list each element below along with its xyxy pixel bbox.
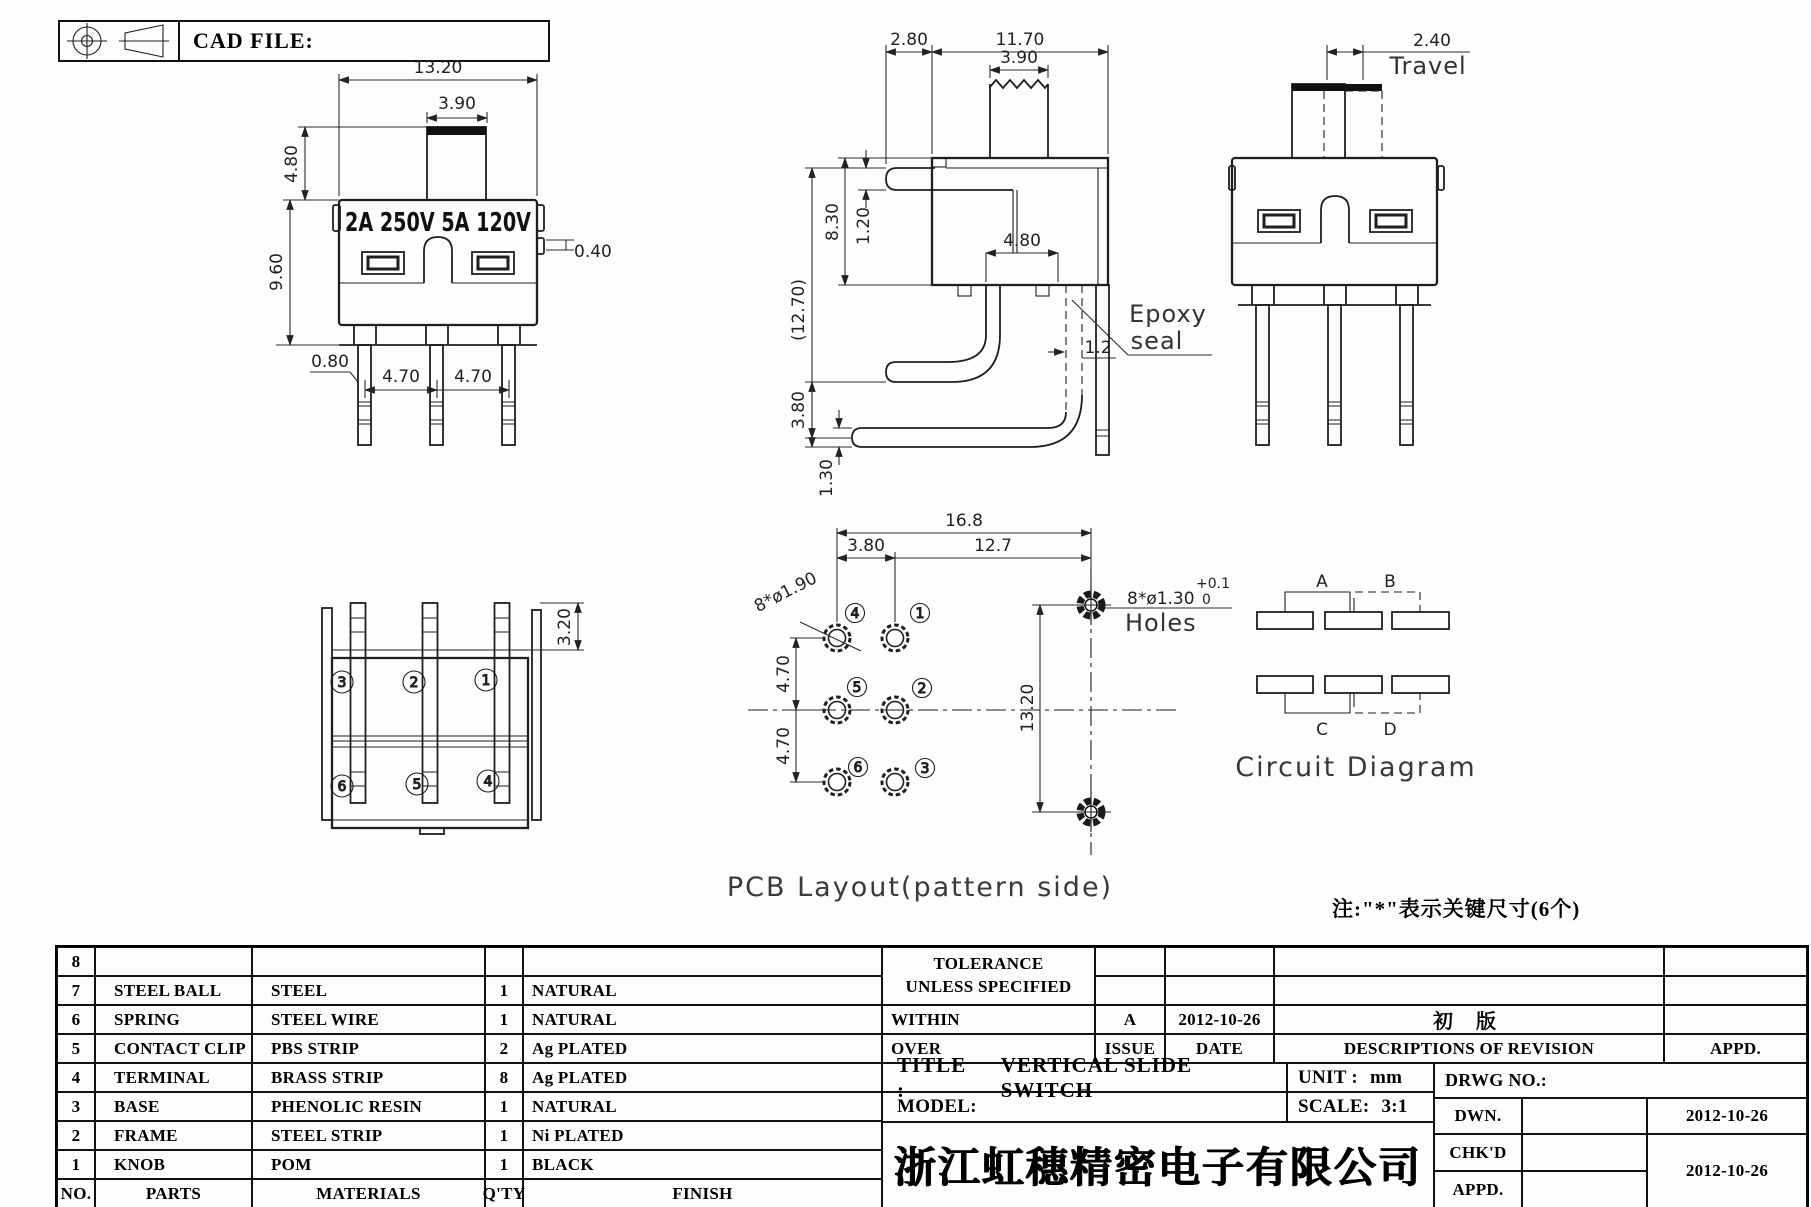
part-finish: BLACK xyxy=(523,1150,882,1179)
dim-pin-pitch-right: 4.70 xyxy=(454,367,492,387)
drawing-title xyxy=(882,1052,1287,1102)
front-view xyxy=(267,58,612,445)
title-label: TITLE : xyxy=(897,1052,967,1102)
part-qty: 1 xyxy=(485,1150,523,1179)
unit-cell xyxy=(1287,1063,1434,1092)
part-name xyxy=(95,947,252,976)
tolerance-header xyxy=(882,947,1095,1005)
mount-holes-label: 8*ø1.30 xyxy=(1127,589,1195,609)
part-name: TERMINAL xyxy=(95,1063,252,1092)
terminal-2: 2 xyxy=(409,675,419,691)
pcb-layout xyxy=(727,511,1232,903)
part-finish: Ni PLATED xyxy=(523,1121,882,1150)
circuit-pos-d: D xyxy=(1383,720,1397,740)
part-finish: NATURAL xyxy=(523,1005,882,1034)
unit-value: mm xyxy=(1370,1066,1403,1088)
dim-mount-pitch: 13.20 xyxy=(1018,683,1038,733)
circuit-pos-b: B xyxy=(1384,572,1396,592)
tolerance-over: OVER xyxy=(882,1034,1095,1063)
chkd-signature-cell xyxy=(1522,1134,1647,1171)
part-qty: 1 xyxy=(485,1121,523,1150)
pad-4: 4 xyxy=(850,606,860,622)
part-qty: 1 xyxy=(485,1005,523,1034)
travel-label: Travel xyxy=(1389,52,1467,80)
tolerance-line1: TOLERANCE xyxy=(933,954,1044,974)
cad-file-label: CAD FILE: xyxy=(193,28,314,53)
rating-marking: 2A 250V 5A 120V xyxy=(345,208,531,238)
pad-6: 6 xyxy=(853,760,863,776)
part-material: PHENOLIC RESIN xyxy=(252,1092,485,1121)
col-header-qty: Q'TY xyxy=(485,1179,523,1207)
chkd-appd-date: 2012-10-26 xyxy=(1647,1134,1807,1207)
terminal-6: 6 xyxy=(337,779,347,795)
part-material: PBS STRIP xyxy=(252,1034,485,1063)
dim-knob-width-side: 3.90 xyxy=(1000,48,1038,68)
title-value: VERTICAL SLIDE SWITCH xyxy=(1000,1052,1193,1102)
terminal-numbers xyxy=(331,669,499,797)
holes-label: Holes xyxy=(1125,609,1197,637)
unit-label: UNIT : xyxy=(1298,1066,1359,1088)
part-material: STEEL WIRE xyxy=(252,1005,485,1034)
revision-empty-cell xyxy=(1274,947,1664,976)
circuit-pos-c: C xyxy=(1316,720,1328,740)
scale-value: 3:1 xyxy=(1381,1096,1408,1117)
pad-3: 3 xyxy=(920,761,930,777)
col-header-finish: FINISH xyxy=(523,1179,882,1207)
revision-empty-cell xyxy=(1095,976,1165,1005)
revision-description-label: DESCRIPTIONS OF REVISION xyxy=(1274,1034,1664,1063)
tolerance-line2: UNLESS SPECIFIED xyxy=(905,977,1072,996)
dim-knob-height: 4.80 xyxy=(282,145,302,183)
dim-tab-offset: 2.80 xyxy=(890,30,928,50)
pad-holes-label: 8*ø1.90 xyxy=(751,568,821,617)
dim-body-width: 11.70 xyxy=(995,30,1045,50)
circuit-diagram-title: Circuit Diagram xyxy=(1235,752,1477,783)
part-qty: 1 xyxy=(485,976,523,1005)
part-no: 3 xyxy=(57,1092,95,1121)
terminal-3: 3 xyxy=(337,675,347,691)
circuit-diagram xyxy=(1235,572,1476,783)
side-view xyxy=(789,30,1212,497)
part-name: CONTACT CLIP xyxy=(95,1034,252,1063)
epoxy-seal-label-1: Epoxy xyxy=(1129,300,1207,328)
dim-pin-thickness: 1.30 xyxy=(817,459,837,497)
circuit-pos-a: A xyxy=(1316,572,1328,592)
model-cell: MODEL: xyxy=(882,1092,1287,1122)
part-name: SPRING xyxy=(95,1005,252,1034)
dim-pin-gap: 4.80 xyxy=(1003,231,1041,251)
bottom-view xyxy=(322,603,584,834)
part-material: POM xyxy=(252,1150,485,1179)
revision-empty-cell xyxy=(1165,947,1274,976)
revision-empty-cell xyxy=(1095,947,1165,976)
pad-numbers xyxy=(846,604,935,778)
revision-appd-label: APPD. xyxy=(1664,1034,1807,1063)
part-name: FRAME xyxy=(95,1121,252,1150)
dim-pin-drop: 3.80 xyxy=(789,391,809,429)
dwn-signature-cell xyxy=(1522,1098,1647,1134)
tolerance-within: WITHIN xyxy=(882,1005,1095,1034)
part-material: STEEL STRIP xyxy=(252,1121,485,1150)
part-qty: 2 xyxy=(485,1034,523,1063)
revision-issue-value: A xyxy=(1095,1005,1165,1034)
part-finish: NATURAL xyxy=(523,976,882,1005)
part-no: 1 xyxy=(57,1150,95,1179)
mount-holes-tol-lower: 0 xyxy=(1202,592,1211,608)
dim-pin-width: 0.80 xyxy=(311,352,349,372)
part-name: STEEL BALL xyxy=(95,976,252,1005)
part-no: 5 xyxy=(57,1034,95,1063)
title-block xyxy=(55,945,1809,1207)
part-no: 4 xyxy=(57,1063,95,1092)
dim-pcb-overall: 16.8 xyxy=(945,511,983,531)
part-qty xyxy=(485,947,523,976)
drwg-no-cell: DRWG NO.: xyxy=(1434,1063,1807,1098)
revision-issue-label: ISSUE xyxy=(1095,1034,1165,1063)
dim-row-pitch-lower: 4.70 xyxy=(774,727,794,765)
revision-empty-cell xyxy=(1274,976,1664,1005)
key-dimension-note: 注:"*"表示关键尺寸(6个) xyxy=(1332,897,1581,921)
dim-body-height: 9.60 xyxy=(267,253,287,291)
col-header-parts: PARTS xyxy=(95,1179,252,1207)
dim-pin-pitch-left: 4.70 xyxy=(382,367,420,387)
part-name: KNOB xyxy=(95,1150,252,1179)
revision-appd-value xyxy=(1664,1005,1807,1034)
revision-description-value: 初 版 xyxy=(1274,1005,1664,1034)
part-material: STEEL xyxy=(252,976,485,1005)
dim-terminal-height: 3.20 xyxy=(555,608,575,646)
pad-2: 2 xyxy=(917,681,927,697)
part-finish: Ag PLATED xyxy=(523,1034,882,1063)
part-no: 7 xyxy=(57,976,95,1005)
part-no: 8 xyxy=(57,947,95,976)
pad-5: 5 xyxy=(852,680,862,696)
revision-date-value: 2012-10-26 xyxy=(1165,1005,1274,1034)
dim-body-height-side: 8.30 xyxy=(823,203,843,241)
part-finish: Ag PLATED xyxy=(523,1063,882,1092)
scale-label: SCALE: xyxy=(1298,1096,1370,1117)
dwn-label: DWN. xyxy=(1434,1098,1522,1134)
revision-empty-cell xyxy=(1165,976,1274,1005)
pcb-layout-title: PCB Layout(pattern side) xyxy=(726,872,1114,903)
epoxy-seal-label-2: seal xyxy=(1130,327,1184,355)
dim-overall-ref: (12.70) xyxy=(789,279,809,341)
terminal-4: 4 xyxy=(483,774,493,790)
company-name: 浙江虹穗精密电子有限公司 xyxy=(882,1122,1434,1207)
part-qty: 8 xyxy=(485,1063,523,1092)
dim-row-pitch-upper: 4.70 xyxy=(774,655,794,693)
dim-pad-offset: 3.80 xyxy=(847,536,885,556)
chkd-label: CHK'D xyxy=(1434,1134,1522,1171)
dim-lip: 0.40 xyxy=(574,242,612,262)
dim-knob-width: 3.90 xyxy=(438,94,476,114)
mount-holes-tol-upper: +0.1 xyxy=(1196,576,1230,592)
appd-label: APPD. xyxy=(1434,1171,1522,1207)
part-name: BASE xyxy=(95,1092,252,1121)
part-no: 2 xyxy=(57,1121,95,1150)
part-material xyxy=(252,947,485,976)
col-header-materials: MATERIALS xyxy=(252,1179,485,1207)
dwn-date: 2012-10-26 xyxy=(1647,1098,1807,1134)
part-no: 6 xyxy=(57,1005,95,1034)
revision-empty-cell xyxy=(1664,976,1807,1005)
terminal-1: 1 xyxy=(481,673,491,689)
revision-empty-cell xyxy=(1664,947,1807,976)
scale-cell xyxy=(1287,1092,1434,1122)
appd-signature-cell xyxy=(1522,1171,1647,1207)
dim-travel: 2.40 xyxy=(1413,31,1451,51)
dim-seal-thickness: 1.2 xyxy=(1084,338,1112,358)
dim-mount-offset: 12.7 xyxy=(974,536,1012,556)
part-finish xyxy=(523,947,882,976)
travel-view xyxy=(1229,31,1470,445)
terminal-5: 5 xyxy=(412,777,422,793)
part-material: BRASS STRIP xyxy=(252,1063,485,1092)
dim-overall-width: 13.20 xyxy=(413,58,463,78)
col-header-no: NO. xyxy=(57,1179,95,1207)
part-qty: 1 xyxy=(485,1092,523,1121)
pad-1: 1 xyxy=(915,606,925,622)
dim-tab-thickness: 1.20 xyxy=(854,207,874,245)
part-finish: NATURAL xyxy=(523,1092,882,1121)
revision-date-label: DATE xyxy=(1165,1034,1274,1063)
